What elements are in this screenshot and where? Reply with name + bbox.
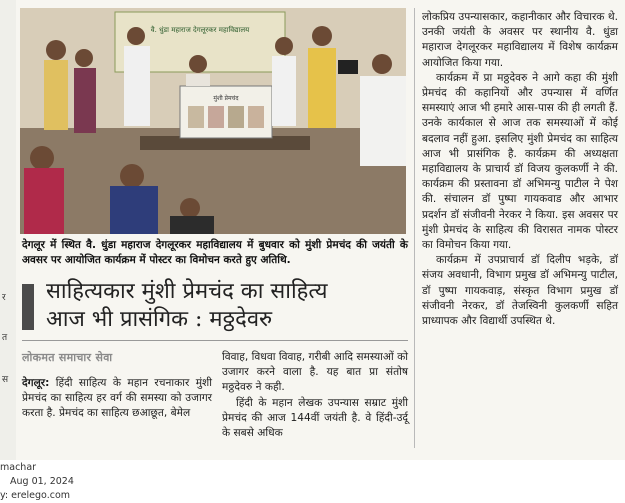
banner-text: वै. धुंडा महाराज देगलूरकर महाविद्यालय xyxy=(150,26,250,34)
footer-source: y: erelego.com xyxy=(0,490,71,501)
column-1-text: हिंदी साहित्य के महान रचनाकार मुंशी प्रेमचंद का साहित्य हर वर्ग की समस्या को उजागर करता है. प्रेमचंद का साहित्य छआछूत, बेमेल xyxy=(22,377,212,420)
headline-accent-bar xyxy=(22,284,34,330)
article-column-1 xyxy=(22,376,212,422)
column-3-paragraph-2: कार्यक्रम में प्रा मठ्ठदेवरु ने आगे कहा की मुंशी प्रेमचंद की कहानियों और उपन्यास में वर्णित समस्याएं आज भी हमारे आस-पास की ही लगती हैं. उनके कार्यकाल से आज तक समस्याओं में कोई बदलाव नहीं हुआ. इसलिए मुंशी प्रेमचंद का साहित्य आज भी प्रासंगिक है. कार्यक्रम की अध्यक्षता महाविद्यालय के प्राचार्य डॉ विजय कुलकर्णी ने की. कार्यक्रम की प्रस्तावना डॉ अभिमन्यु पाटील ने पेश की. संचालन डॉ पुष्पा गायकवाड और आभार प्रदर्शन डॉ संजीवनी नेरकर ने किया. इस अवसर पर मुंशी प्रेमचंद के साहित्य की विरासत नामक पोस्टर का विमोचन किया गया. xyxy=(422,71,618,252)
event-photo xyxy=(20,8,406,234)
column-2-paragraph-1: विवाह, विधवा विवाह, गरीबी आदि समस्याओं को उजागर करने वाला है. यह बात प्रा संतोष मठ्ठदेवरु ने कही. xyxy=(222,351,408,394)
article-column-2 xyxy=(222,350,408,441)
footer-publication: machar xyxy=(0,462,37,473)
headline-line-1: साहित्यकार मुंशी प्रेमचंद का साहित्य xyxy=(46,279,328,304)
news-bureau: लोकमत समाचार सेवा xyxy=(22,351,113,364)
article-column-3 xyxy=(422,10,618,329)
column-2-paragraph-2: हिंदी के महान लेखक उपन्यास सम्राट मुंशी प्रेमचंद की आज 144वीं जयंती है. वे हिंदी-उर्दू के सबसे अधिक xyxy=(222,396,408,440)
photo-caption: देगलूर में स्थित वै. धुंडा महाराज देगलूरकर महाविद्यालय में बुधवार को मुंशी प्रेमचंद की जयंती के अवसर पर आयोजित कार्यक्रम में पोस्टर का विमोचन करते हुए अतिथि. xyxy=(22,239,408,266)
column-3-paragraph-1: लोकप्रिय उपन्यासकार, कहानीकार और विचारक थे. उनकी जयंती के अवसर पर स्थानीय वै. धुंडा महाराज देगलूरकर महाविद्यालय में विशेष कार्यक्रम आयोजित किया गया. xyxy=(422,11,618,69)
adjacent-article-strip: र त स xyxy=(0,0,16,460)
headline-line-2: आज भी प्रासंगिक : मठ्ठदेवरु xyxy=(46,307,273,332)
footer-date: Aug 01, 2024 xyxy=(10,476,74,487)
column-divider xyxy=(414,8,415,448)
headline-block xyxy=(22,278,408,341)
dateline: देगलूर: xyxy=(22,377,50,389)
source-footer xyxy=(0,460,625,503)
column-3-paragraph-3: कार्यक्रम में उपप्राचार्य डॉ दिलीप भड़के, डॉ संजय अवधानी, विभाग प्रमुख डॉ अभिमन्यु पाटील, डॉ पुष्पा गायकवाड़, संस्कृत विभाग प्रमुख डॉ संजीवनी नेरकर, डॉ तेजस्विनी कुलकर्णी सहित प्राध्यापक और विद्यार्थी उपस्थित थे. xyxy=(422,254,618,328)
poster-title: मुंशी प्रेमचंद xyxy=(213,95,239,102)
